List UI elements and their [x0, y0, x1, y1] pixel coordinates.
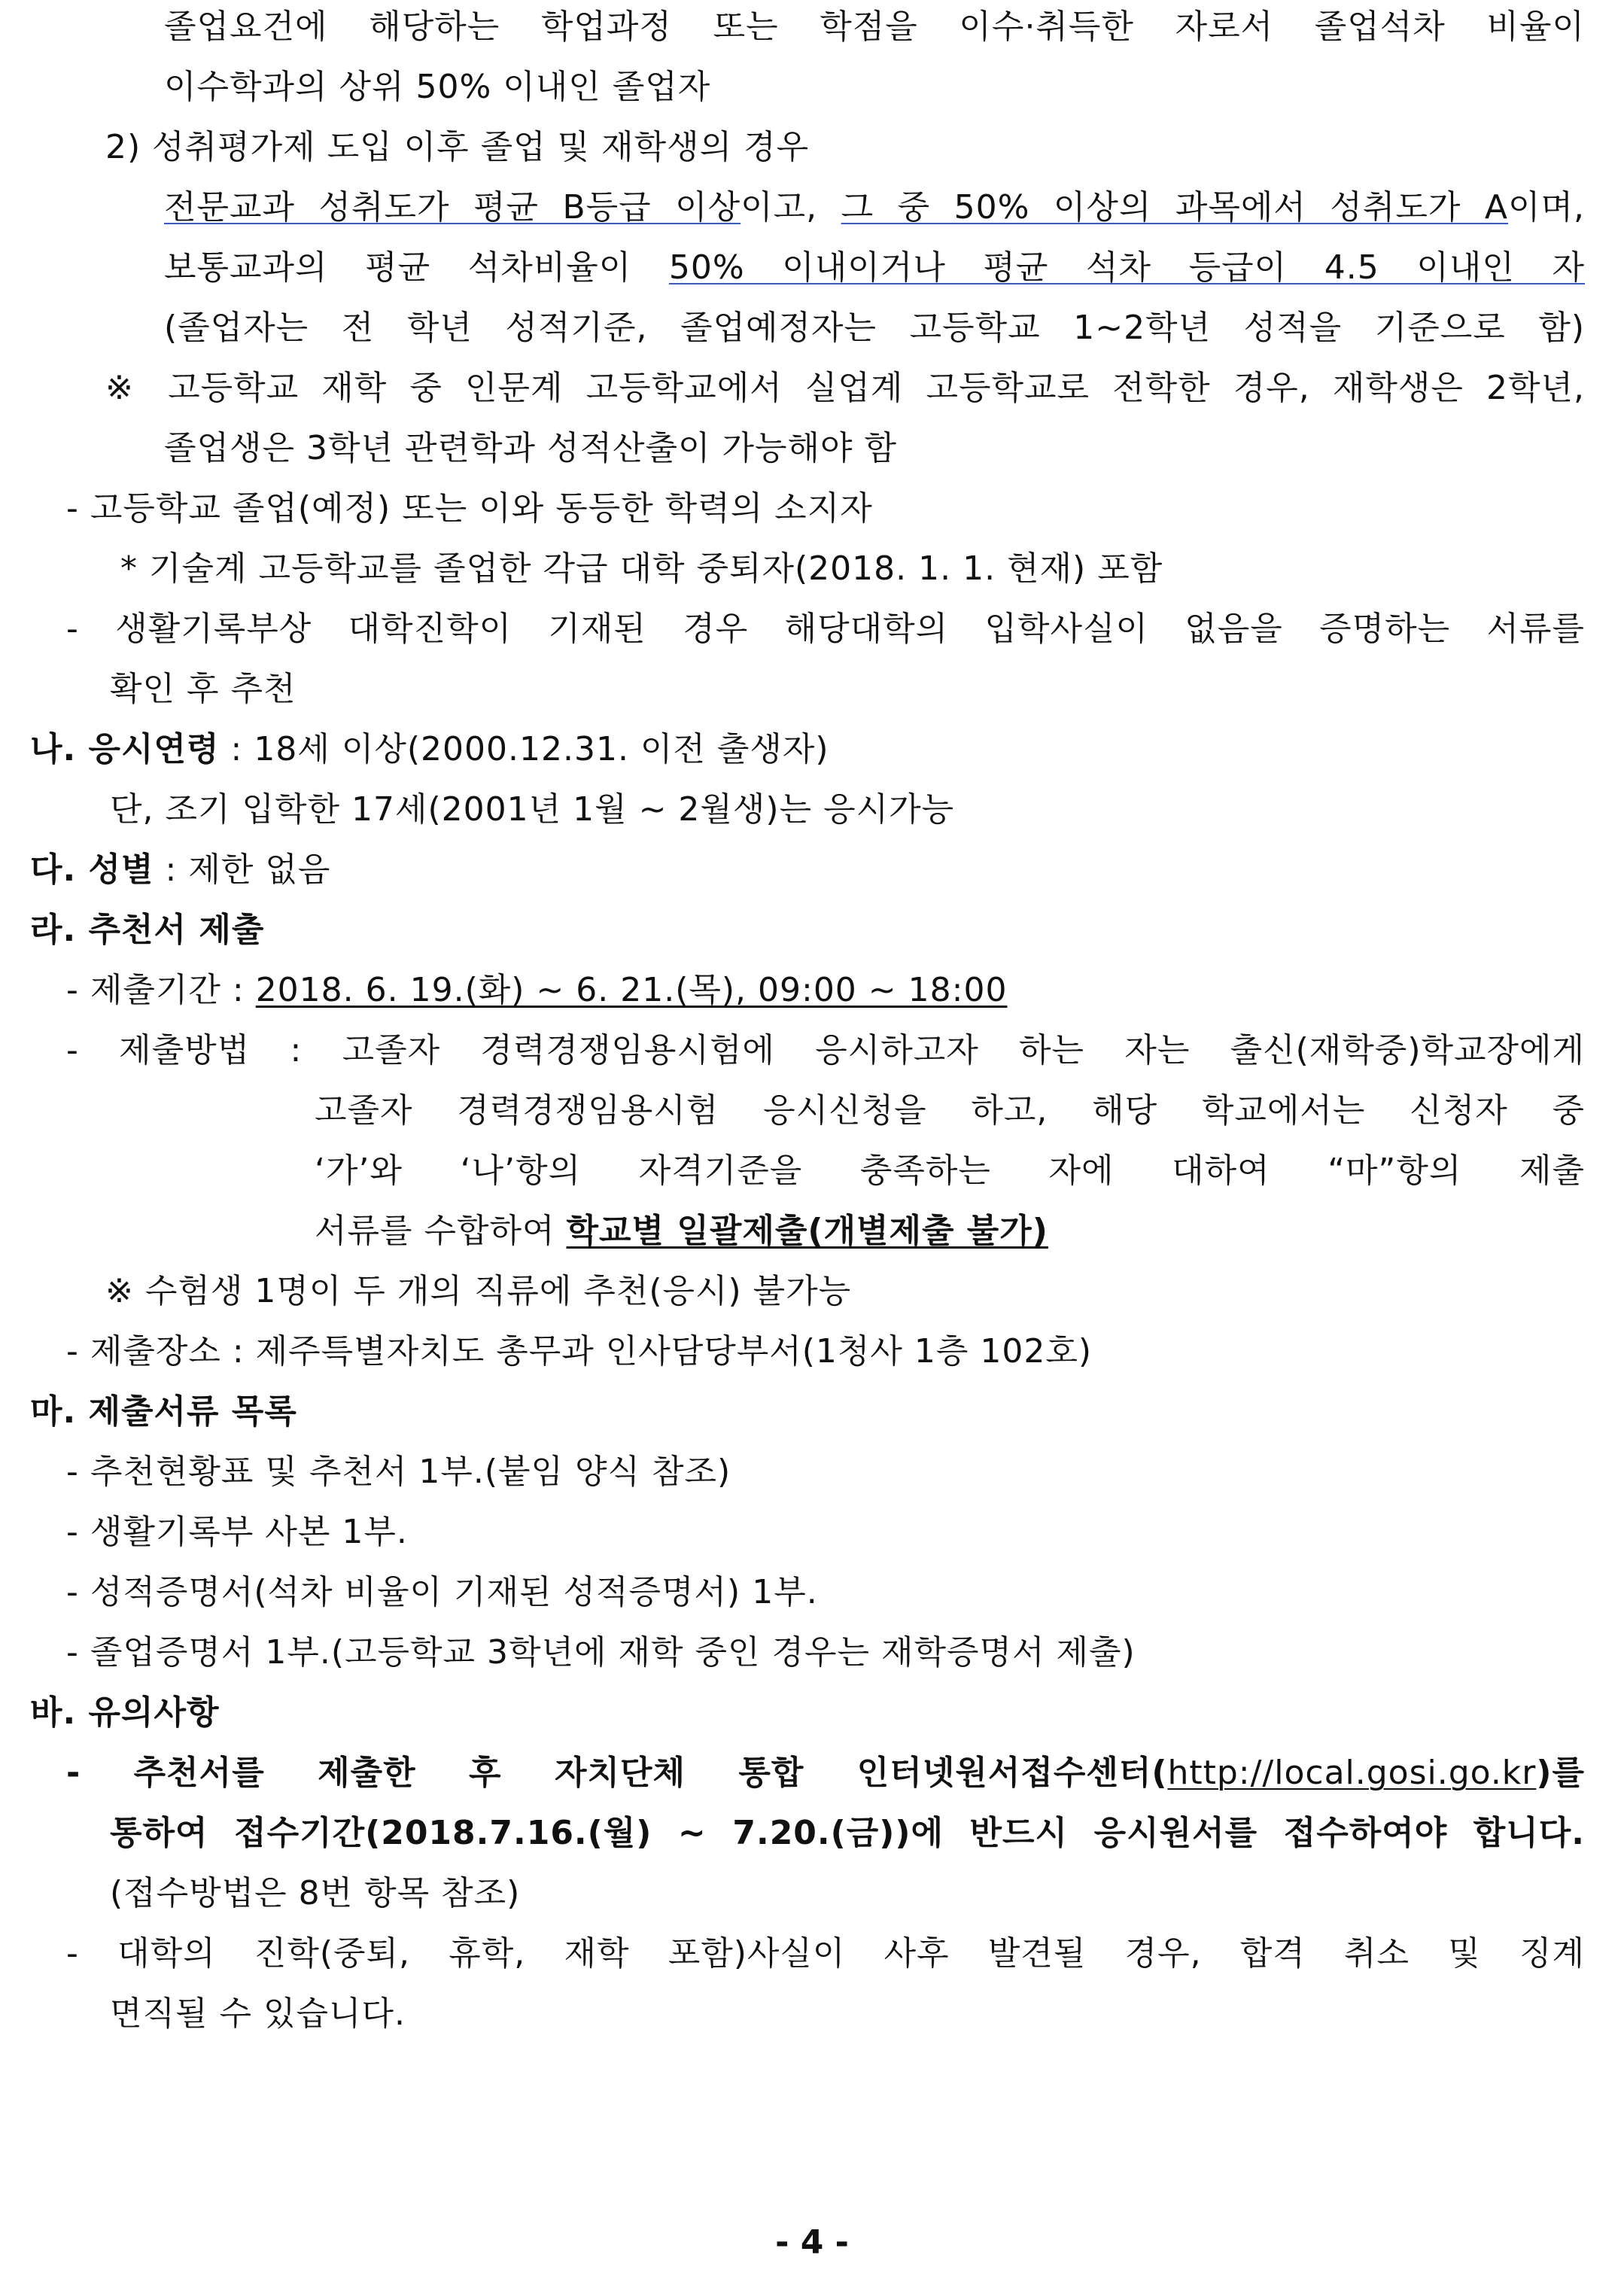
text-line: 확인 후 추천	[110, 670, 297, 708]
text-line: 전문교과 성취도가 평균 B등급 이상이고, 그 중 50% 이상의 과목에서 성취도가 A이며,	[164, 188, 1585, 227]
text-line: (접수방법은 8번 항목 참조)	[110, 1874, 521, 1912]
section-heading: 바. 유의사항	[30, 1693, 220, 1732]
list-item: - 졸업증명서 1부.(고등학교 3학년에 재학 중인 경우는 재학증명서 제출)	[66, 1633, 1136, 1672]
section-heading: 마. 제출서류 목록	[30, 1392, 297, 1431]
list-item: - 추천현황표 및 추천서 1부.(붙임 양식 참조)	[66, 1453, 731, 1491]
list-item: - 제출장소 : 제주특별자치도 총무과 인사담당부서(1청사 1층 102호)	[66, 1332, 1093, 1371]
text-line: 고졸자 경력경쟁임용시험 응시신청을 하고, 해당 학교에서는 신청자 중	[315, 1091, 1585, 1130]
text-line: ‘가’와 ‘나’항의 자격기준을 충족하는 자에 대하여 “마”항의 제출	[315, 1152, 1585, 1190]
list-item: - 고등학교 졸업(예정) 또는 이와 동등한 학력의 소지자	[66, 489, 873, 528]
text-line: 서류를 수합하여 학교별 일괄제출(개별제출 불가)	[315, 1212, 1048, 1250]
section-heading: 다. 성별 : 제한 없음	[30, 850, 331, 889]
text-line: 단, 조기 입학한 17세(2001년 1월 ~ 2월생)는 응시가능	[110, 790, 955, 829]
note-line: * 기술계 고등학교를 졸업한 각급 대학 중퇴자(2018. 1. 1. 현재) 포함	[120, 549, 1163, 588]
underlined-phrase: 전문교과 성취도가 평균 B등급 이상	[164, 188, 741, 227]
list-item: - 제출기간 : 2018. 6. 19.(화) ~ 6. 21.(목), 09:00 ~ 18:00	[66, 971, 1008, 1009]
website-link[interactable]: http://local.gosi.go.kr	[1167, 1754, 1537, 1792]
list-item-heading: 2) 성취평가제 도입 이후 졸업 및 재학생의 경우	[105, 128, 810, 166]
text-line: 면직될 수 있습니다.	[110, 1994, 406, 2033]
section-heading: 라. 추천서 제출	[30, 911, 265, 949]
underlined-phrase: 그 중 50% 이상의 과목에서 성취도가 A	[841, 188, 1508, 227]
note-line: ※ 수험생 1명이 두 개의 직류에 추천(응시) 불가능	[105, 1272, 852, 1310]
page-number: - 4 -	[775, 2223, 849, 2262]
text-line: (졸업자는 전 학년 성적기준, 졸업예정자는 고등학교 1~2학년 성적을 기준으로 함)	[164, 309, 1586, 347]
list-item: - 생활기록부 사본 1부.	[66, 1513, 408, 1551]
list-item: - 추천서를 제출한 후 자치단체 통합 인터넷원서접수센터(http://local.gosi.go.kr)를	[66, 1754, 1585, 1792]
list-item: - 제출방법 : 고졸자 경력경쟁임용시험에 응시하고자 하는 자는 출신(재학중)학교장에게	[66, 1031, 1585, 1069]
list-item: - 생활기록부상 대학진학이 기재된 경우 해당대학의 입학사실이 없음을 증명하는 서류를	[66, 610, 1585, 648]
text-line: 이수학과의 상위 50% 이내인 졸업자	[164, 68, 711, 106]
text-line: 통하여 접수기간(2018.7.16.(월) ~ 7.20.(금))에 반드시 응시원서를 접수하여야 합니다.	[110, 1814, 1585, 1852]
text-line: 졸업생은 3학년 관련학과 성적산출이 가능해야 함	[164, 429, 898, 467]
submission-period: 2018. 6. 19.(화) ~ 6. 21.(목), 09:00 ~ 18:00	[255, 971, 1008, 1009]
emphasis-phrase: 학교별 일괄제출(개별제출 불가)	[566, 1212, 1048, 1250]
text-line: 보통교과의 평균 석차비율이 50% 이내이거나 평균 석차 등급이 4.5 이내인 자	[164, 248, 1585, 287]
section-heading: 나. 응시연령 : 18세 이상(2000.12.31. 이전 출생자)	[30, 730, 829, 768]
list-item: - 대학의 진학(중퇴, 휴학, 재학 포함)사실이 사후 발견될 경우, 합격 취소 및 징계	[66, 1934, 1585, 1973]
text-line: 졸업요건에 해당하는 학업과정 또는 학점을 이수·취득한 자로서 졸업석차 비율이	[164, 8, 1585, 46]
note-line: ※ 고등학교 재학 중 인문계 고등학교에서 실업계 고등학교로 전학한 경우, 재학생은 2학년,	[105, 369, 1585, 407]
list-item: - 성적증명서(석차 비율이 기재된 성적증명서) 1부.	[66, 1573, 818, 1611]
underlined-phrase: 50% 이내이거나 평균 석차 등급이 4.5 이내인 자	[668, 248, 1585, 287]
